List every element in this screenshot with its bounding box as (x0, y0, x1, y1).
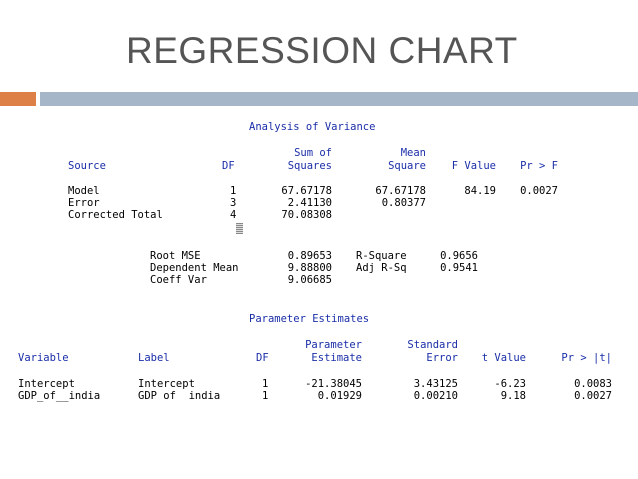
accent-bar-orange (0, 92, 36, 106)
anova-header-p: Pr > F (520, 160, 558, 172)
params-variable: GDP_of__india (18, 390, 101, 402)
anova-header-df: DF (222, 160, 235, 172)
text-cursor-icon (236, 223, 243, 234)
fit-rsq-label: R-Square (356, 250, 407, 262)
anova-f: 84.19 (464, 185, 496, 197)
params-label: GDP of india (138, 390, 221, 402)
anova-p: 0.0027 (520, 185, 558, 197)
anova-header-f: F Value (451, 160, 496, 172)
slide-title: REGRESSION CHART (126, 30, 518, 71)
anova-ms: 0.80377 (381, 197, 426, 209)
fit-dep-mean-label: Dependent Mean (150, 262, 239, 274)
accent-bar-blue (40, 92, 638, 106)
params-estimate: -21.38045 (305, 378, 362, 390)
params-header-p: Pr > |t| (561, 352, 612, 364)
anova-source: Error (68, 197, 100, 209)
fit-adjrsq-value: 0.9541 (440, 262, 478, 274)
params-pvalue: 0.0027 (574, 390, 612, 402)
fit-root-mse-value: 0.89653 (287, 250, 332, 262)
anova-df: 1 (230, 185, 237, 197)
anova-df: 4 (230, 209, 237, 221)
anova-header-ss-top: Sum of (294, 147, 332, 159)
anova-ss: 67.67178 (281, 185, 332, 197)
anova-header-ss-bottom: Squares (287, 160, 332, 172)
anova-header-source: Source (68, 160, 106, 172)
params-stderr: 3.43125 (413, 378, 458, 390)
anova-ms: 67.67178 (375, 185, 426, 197)
fit-cv-value: 9.06685 (287, 274, 332, 286)
params-tvalue: -6.23 (494, 378, 526, 390)
params-variable: Intercept (18, 378, 75, 390)
params-pvalue: 0.0083 (574, 378, 612, 390)
params-df: 1 (262, 378, 269, 390)
params-stderr: 0.00210 (413, 390, 458, 402)
anova-source: Corrected Total (68, 209, 163, 221)
params-header-label: Label (138, 352, 170, 364)
params-tvalue: 9.18 (500, 390, 526, 402)
fit-adjrsq-label: Adj R-Sq (356, 262, 407, 274)
params-header-est-top: Parameter (305, 339, 362, 351)
fit-cv-label: Coeff Var (150, 274, 207, 286)
params-heading: Parameter Estimates (249, 313, 370, 325)
params-header-se-bottom: Error (426, 352, 458, 364)
anova-header-ms-bottom: Square (388, 160, 426, 172)
params-df: 1 (262, 390, 269, 402)
params-estimate: 0.01929 (317, 390, 362, 402)
anova-ss: 2.41130 (287, 197, 332, 209)
fit-dep-mean-value: 9.88800 (287, 262, 332, 274)
anova-heading: Analysis of Variance (249, 121, 376, 133)
fit-rsq-value: 0.9656 (440, 250, 478, 262)
params-header-t: t Value (481, 352, 526, 364)
anova-header-ms-top: Mean (400, 147, 426, 159)
anova-source: Model (68, 185, 100, 197)
fit-root-mse-label: Root MSE (150, 250, 201, 262)
anova-df: 3 (230, 197, 237, 209)
params-header-df: DF (256, 352, 269, 364)
params-label: Intercept (138, 378, 195, 390)
anova-ss: 70.08308 (281, 209, 332, 221)
params-header-variable: Variable (18, 352, 69, 364)
params-header-est-bottom: Estimate (311, 352, 362, 364)
params-header-se-top: Standard (407, 339, 458, 351)
